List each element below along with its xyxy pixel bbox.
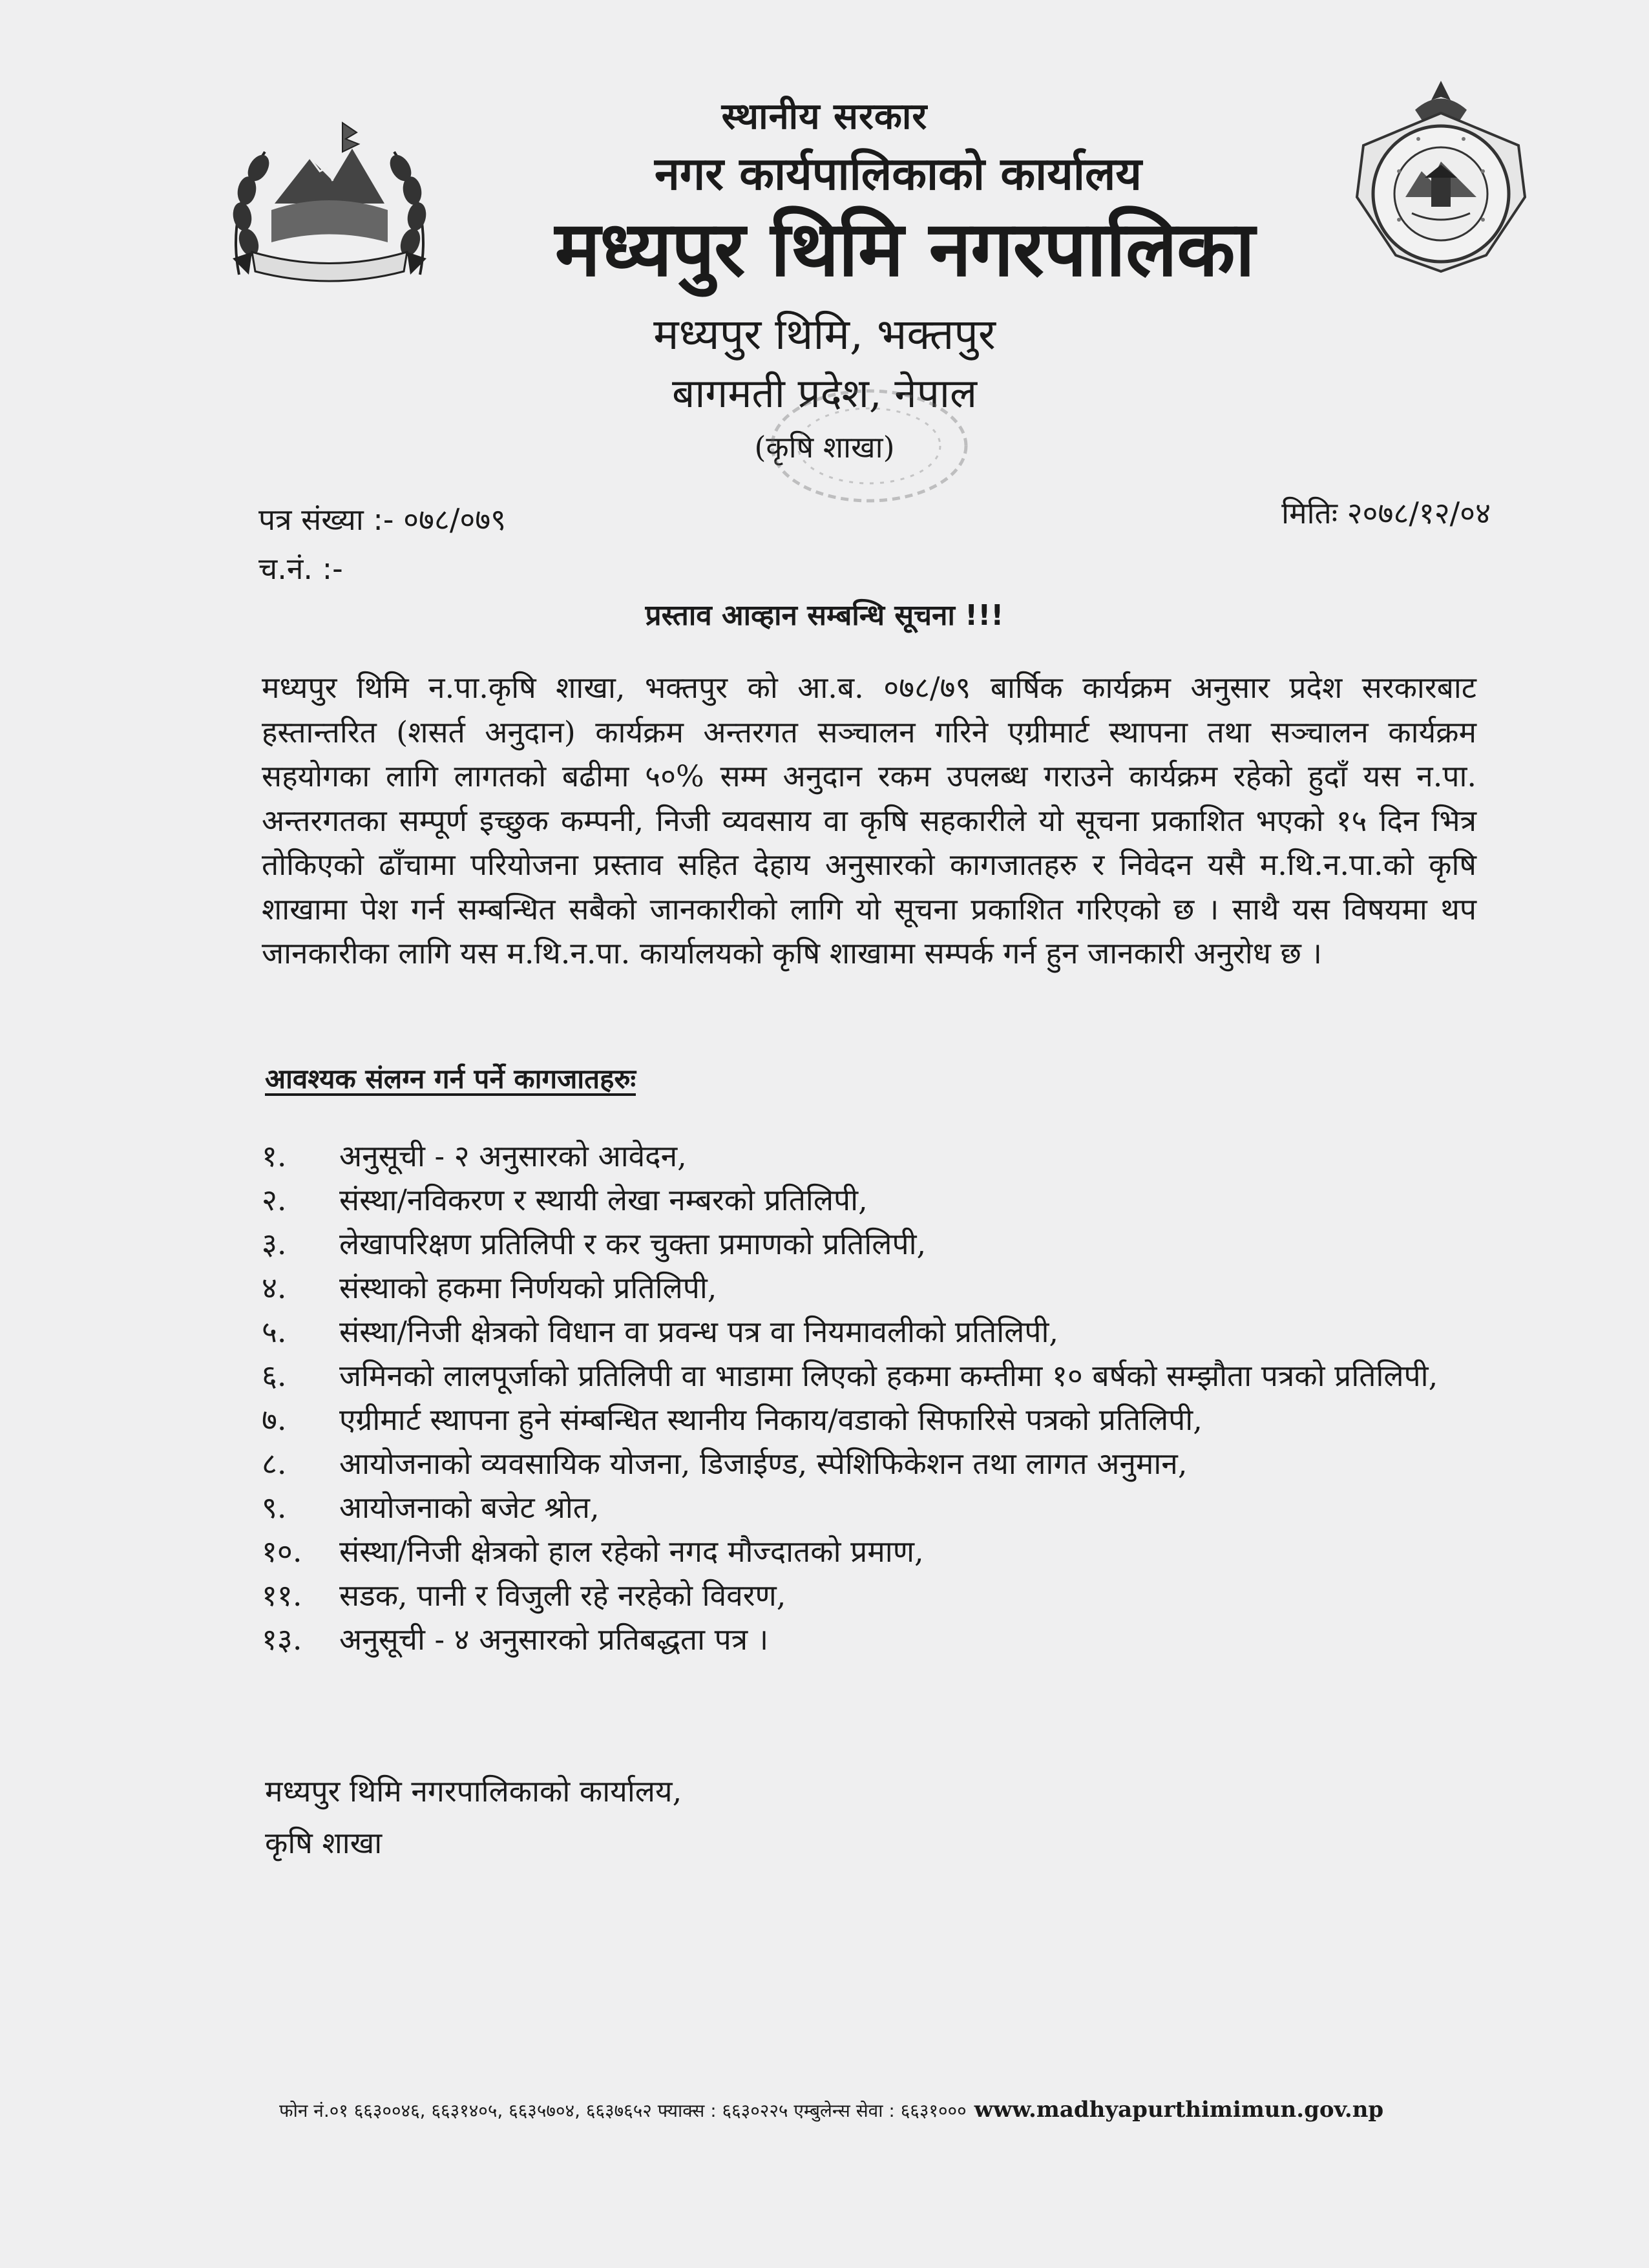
list-item [262, 1266, 1489, 1310]
footer-website-link[interactable]: www.madhyapurthimimun.gov.np [974, 2097, 1384, 2123]
letter-reference-number: पत्र संख्या :- ०७८/०७९ [258, 502, 507, 537]
list-item [262, 1617, 1489, 1661]
list-item [262, 1134, 1489, 1178]
header-province: बागमती प्रदेश, नेपाल [671, 370, 978, 417]
list-item-number: ९. [262, 1490, 287, 1525]
list-item-number: १. [262, 1139, 287, 1173]
notice-title: प्रस्ताव आव्हान सम्बन्धि सूचना !!! [645, 599, 1004, 632]
list-item-text: आयोजनाको व्यवसायिक योजना, डिजाईण्ड, स्पेशिफिकेशन तथा लागत अनुमान, [339, 1446, 1188, 1481]
header-address: मध्यपुर थिमि, भक्तपुर [653, 310, 996, 359]
office-stamp-icon [762, 381, 976, 510]
dispatch-number: च.नं. :- [258, 551, 343, 586]
header-branch: (कृषि शाखा) [754, 430, 895, 465]
list-item-text: एग्रीमार्ट स्थापना हुने संम्बन्धित स्थानीय निकाय/वडाको सिफारिसे पत्रको प्रतिलिपी, [339, 1402, 1203, 1437]
list-item-text: संस्थाको हकमा निर्णयको प्रतिलिपी, [339, 1270, 717, 1305]
list-item-number: १०. [262, 1534, 302, 1569]
list-item [262, 1573, 1489, 1617]
list-item [262, 1354, 1489, 1398]
signature-branch: कृषि शाखा [265, 1825, 383, 1860]
header-municipality-name: मध्यपुर थिमि नगरपालिका [554, 204, 1255, 293]
list-item-number: ६. [262, 1358, 287, 1393]
list-item-number: २. [262, 1182, 287, 1217]
requirements-list [262, 1134, 1489, 1661]
list-item [262, 1529, 1489, 1573]
list-item-text: संस्था/नविकरण र स्थायी लेखा नम्बरको प्रतिलिपी, [339, 1182, 868, 1217]
list-item-text: संस्था/निजी क्षेत्रको हाल रहेको नगद मौज्दातको प्रमाण, [339, 1534, 924, 1569]
list-item [262, 1486, 1489, 1529]
list-item-text: अनुसूची - २ अनुसारको आवेदन, [339, 1139, 687, 1173]
footer-phone-fax: फोन नं.०१ ६६३००४६, ६६३१४०५, ६६३५७०४, ६६३७६५२ फ्याक्स : ६६३०२२५ एम्बुलेन्स सेवा : ६६३१००० [279, 2100, 967, 2121]
list-item-text: जमिनको लालपूर्जाको प्रतिलिपी वा भाडामा लिएको हकमा कम्तीमा १० बर्षको सम्झौता पत्रको प्रतिलिपी, [339, 1358, 1438, 1393]
list-item-text: लेखापरिक्षण प्रतिलिपी र कर चुक्ता प्रमाणको प्रतिलिपी, [339, 1226, 927, 1261]
list-item [262, 1398, 1489, 1442]
list-item-text: आयोजनाको बजेट श्रोत, [339, 1490, 600, 1525]
header-office-name: नगर कार्यपालिकाको कार्यालय [654, 147, 1142, 200]
notice-body: मध्यपुर थिमि न.पा.कृषि शाखा, भक्तपुर को आ.ब. ०७८/७९ बार्षिक कार्यक्रम अनुसार प्रदेश सरकारबाट हस्तान्तरित (शसर्त अनुदान) कार्यक्रम अन्तरगत सञ्चालन गरिने एग्रीमार्ट स्थापना तथा सञ्चालन कार्यक्रम सहयोगका लागि लागतको बढीमा ५०% सम्म अनुदान रकम उपलब्ध गराउने कार्यक्रम रहेको हुदाँ यस न.पा. अन्तरगतका सम्पूर्ण इच्छुक कम्पनी, निजी व्यवसाय वा कृषि सहकारीले यो सूचना प्रकाशित भएको १५ दिन भित्र तोकिएको ढाँचामा परियोजना प्रस्ताव सहित देहाय अनुसारको कागजातहरु र निवेदन यसै म.थि.न.पा.को कृषि शाखामा पेश गर्न सम्बन्धित सबैको जानकारीको लागि यो सूचना प्रकाशित गरिएको छ । साथै यस विषयमा थप जानकारीका लागि यस म.थि.न.पा. कार्यालयको कृषि शाखामा सम्पर्क गर्न हुन जानकारी अनुरोध छ । [262, 670, 1476, 971]
list-item-number: ५. [262, 1314, 287, 1349]
signature-office: मध्यपुर थिमि नगरपालिकाको कार्यालय, [265, 1774, 682, 1809]
list-item-text: सडक, पानी र विजुली रहे नरहेको विवरण, [339, 1578, 786, 1613]
list-item-number: ११. [262, 1578, 302, 1613]
nepal-government-emblem-icon [213, 113, 446, 300]
requirements-heading: आवश्यक संलग्न गर्न पर्ने कागजातहरुः [265, 1063, 636, 1095]
footer-contacts [279, 2097, 1383, 2123]
list-item [262, 1442, 1489, 1486]
list-item-number: ४. [262, 1270, 287, 1305]
list-item-text: संस्था/निजी क्षेत्रको विधान वा प्रवन्ध पत्र वा नियमावलीको प्रतिलिपी, [339, 1314, 1059, 1349]
list-item-number: १३. [262, 1622, 302, 1657]
list-item [262, 1178, 1489, 1222]
header-local-government: स्थानीय सरकार [721, 96, 928, 138]
list-item-text: अनुसूची - ४ अनुसारको प्रतिबद्धता पत्र । [339, 1622, 769, 1657]
list-item [262, 1310, 1489, 1354]
list-item [262, 1222, 1489, 1266]
list-item-number: ८. [262, 1446, 287, 1481]
letter-date: मितिः २०७८/१२/०४ [1281, 496, 1491, 530]
list-item-number: ७. [262, 1402, 287, 1437]
list-item-number: ३. [262, 1226, 287, 1261]
